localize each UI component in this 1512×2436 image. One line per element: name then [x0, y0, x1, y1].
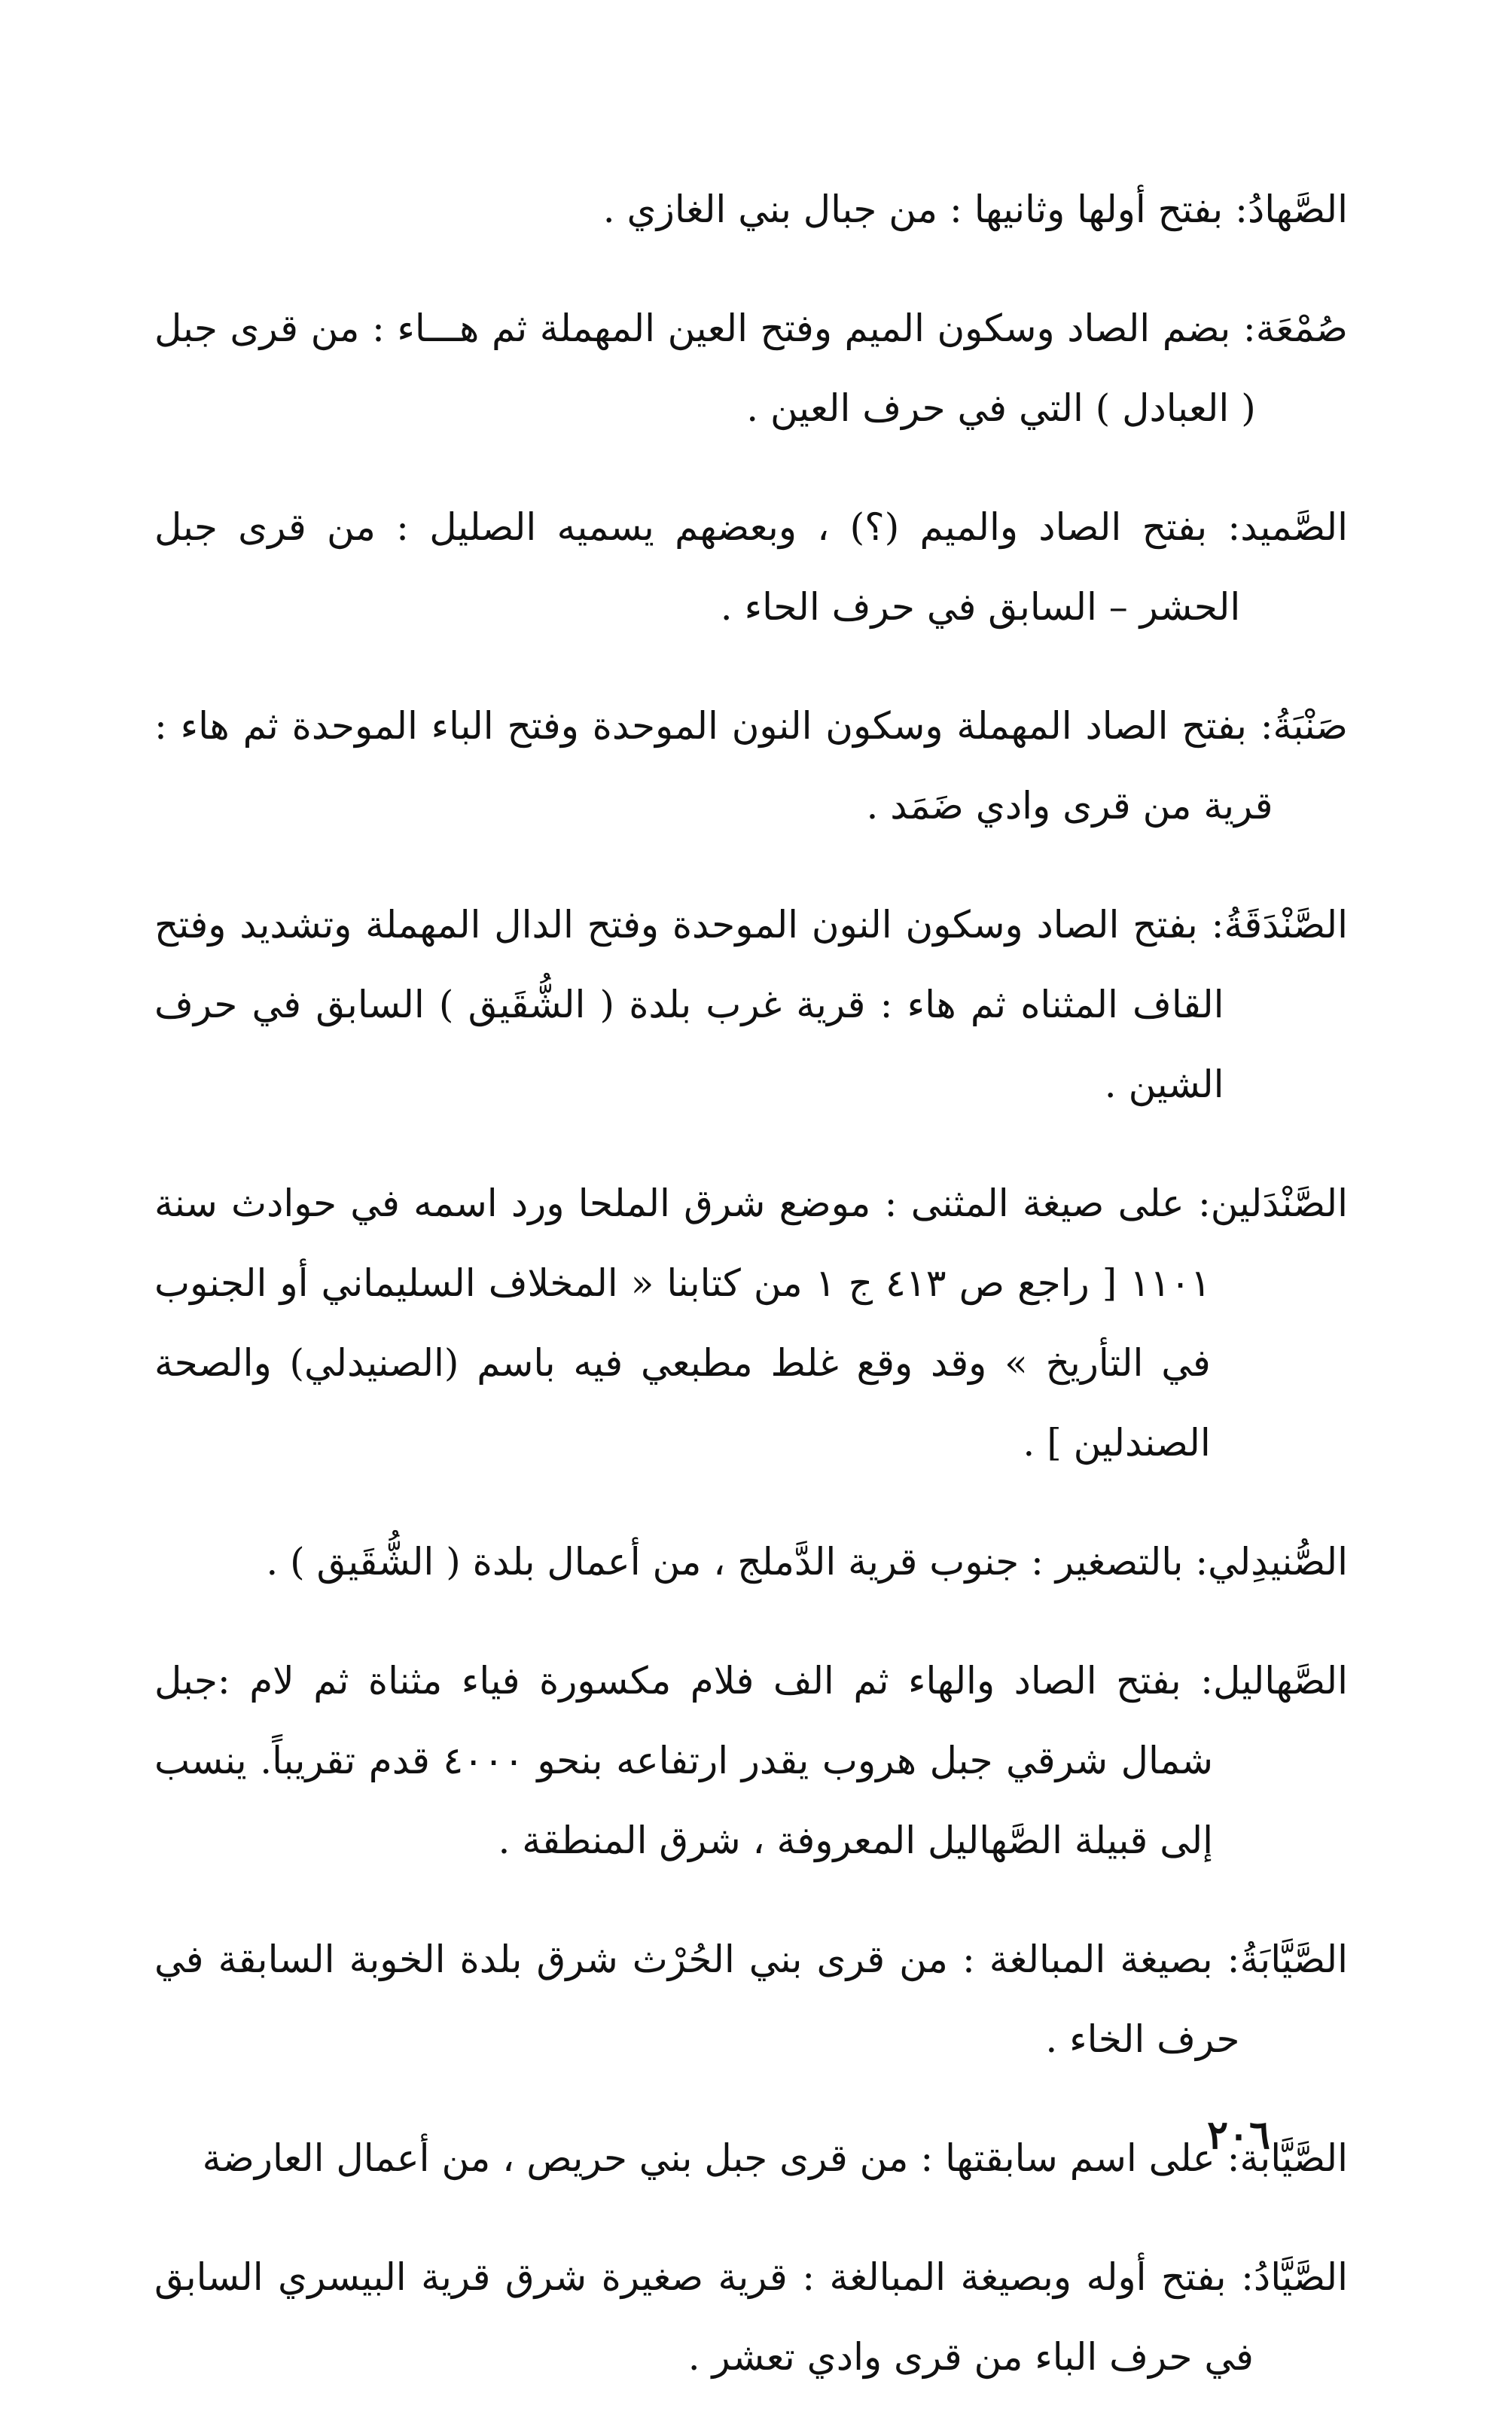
- entry: [154, 1641, 1348, 1880]
- entry: [154, 686, 1348, 846]
- entry-headword: الصَّيَّادُ: [1253, 2255, 1348, 2299]
- entry-headword: الصَّيَّابة: [1239, 2136, 1348, 2180]
- entry: [154, 1919, 1348, 2079]
- entry: [154, 288, 1348, 448]
- entry-definition: : بصيغة المبالغة : من قرى بني الحُرْث شرق بلدة الخوبة السابقة في حرف الخاء .: [154, 1938, 1240, 2061]
- entry: [154, 2118, 1348, 2198]
- entry: [154, 169, 1348, 249]
- entry: [154, 487, 1348, 647]
- entry: [154, 1522, 1348, 1602]
- entry-definition: : على اسم سابقتها : من قرى جبل بني حريص ، من أعمال العارضة: [202, 2136, 1240, 2180]
- entry: [154, 885, 1348, 1124]
- entry-headword: الصَّنْدَلين: [1210, 1181, 1348, 1225]
- entry-definition: : بفتح الصاد والميم (؟) ، وبعضهم يسميه الصليل : من قرى جبل الحشر – السابق في حرف الحاء .: [154, 505, 1241, 629]
- entry-definition: : بضم الصاد وسكون الميم وفتح العين المهملة ثم هـــاء : من قرى جبل ( العبادل ) التي في حرف العين .: [154, 306, 1256, 430]
- entry-definition: : بفتح الصاد وسكون النون الموحدة وفتح الدال المهملة وتشديد وفتح القاف المثناه ثم هاء : قرية غرب بلدة ( الشُّقَيق ) السابق في حرف الشين .: [154, 903, 1224, 1106]
- entry-headword: صُمْعَة: [1255, 306, 1348, 350]
- entry: [154, 2237, 1348, 2397]
- entry-headword: الصَّميد: [1240, 505, 1348, 549]
- dictionary-page: [154, 169, 1348, 2436]
- entry-headword: الصَّنْدَقَةُ: [1224, 903, 1348, 947]
- entry-definition: : على صيغة المثنى : موضع شرق الملحا ورد اسمه في حوادث سنة ١١٠١ [ راجع ص ٤١٣ ج ١ من كتابنا « المخلاف السليماني أو الجنوب في التأريخ » وقد وقع غلط مطبعي فيه باسم (الصنيدلي) والصحة الصندلين ] .: [154, 1181, 1211, 1465]
- entry-definition: : بفتح الصاد والهاء ثم الف فلام مكسورة فياء مثناة ثم لام :جبل شمال شرقي جبل هروب يقدر ارتفاعه بنحو ٤٠٠٠ قدم تقريباً. ينسب إلى قبيلة الصَّهاليل المعروفة ، شرق المنطقة .: [154, 1659, 1214, 1862]
- entry-definition: : بفتح الصاد المهملة وسكون النون الموحدة وفتح الباء الموحدة ثم هاء : قرية من قرى وادي ضَمَد .: [154, 704, 1273, 828]
- entry-headword: الصُّنيدِلي: [1208, 1540, 1348, 1584]
- page-number: ٢٠٦: [1207, 2112, 1270, 2158]
- entry-definition: : بفتح أوله وبصيغة المبالغة : قرية صغيرة شرق قرية البيسري السابق في حرف الباء من قرى وادي تعشر .: [154, 2255, 1254, 2379]
- entry: [154, 1163, 1348, 1483]
- entry-definition: : بالتصغير : جنوب قرية الدَّملج ، من أعمال بلدة ( الشُّقَيق ) .: [266, 1540, 1209, 1584]
- entry-definition: : بفتح أولها وثانيها : من جبال بني الغازي .: [602, 188, 1248, 231]
- entry-headword: الصَّهادُ: [1247, 188, 1348, 231]
- entry-headword: الصَّيَّابَةُ: [1239, 1938, 1348, 1981]
- entry-headword: صَنْبَةُ: [1273, 704, 1348, 748]
- entry-headword: الصَّهاليل: [1213, 1659, 1348, 1703]
